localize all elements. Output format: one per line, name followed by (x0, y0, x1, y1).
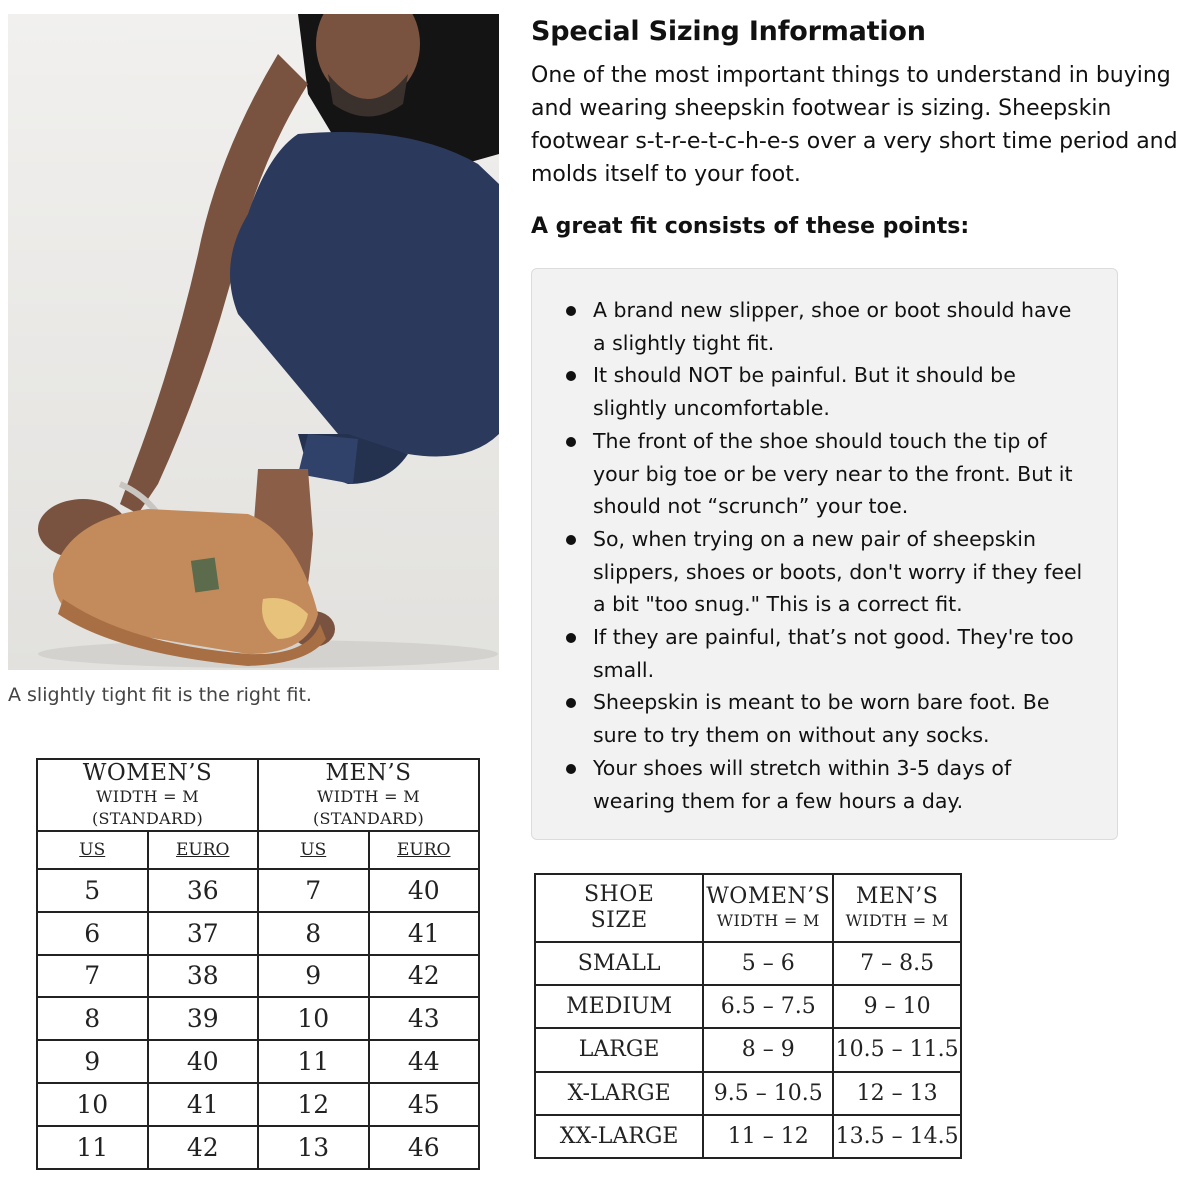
women-euro-cell: 39 (148, 997, 259, 1040)
fit-point: So, when trying on a new pair of sheepskin slippers, shoes or boots, don't worry if they feel a bit "too snug." This is a correct fit. (564, 523, 1084, 621)
men-size-title: MEN’S (855, 884, 939, 909)
fit-point: A brand new slipper, shoe or boot should have a slightly tight fit. (564, 294, 1084, 359)
women-range-cell: 8 – 9 (703, 1028, 833, 1071)
table-row (535, 985, 961, 1028)
men-euro-cell: 44 (369, 1040, 480, 1083)
men-size-width: WIDTH = M (845, 911, 949, 930)
women-us-cell: 8 (37, 997, 148, 1040)
men-range-cell: 9 – 10 (833, 985, 961, 1028)
women-us-cell: 6 (37, 912, 148, 955)
men-euro-cell: 42 (369, 955, 480, 998)
men-euro-cell: 40 (369, 869, 480, 912)
table-row (37, 955, 479, 998)
women-width: WIDTH = M (STANDARD) (91, 787, 204, 828)
size-name-cell: XX-LARGE (535, 1115, 703, 1158)
fit-heading: A great fit consists of these points: (531, 214, 970, 239)
women-us-cell: 11 (37, 1126, 148, 1169)
column-header: US (37, 831, 148, 869)
men-us-cell: 13 (258, 1126, 369, 1169)
product-photo (8, 14, 499, 670)
size-name-cell: LARGE (535, 1028, 703, 1071)
shoe-size-header-line2: SIZE (590, 908, 648, 933)
us-euro-conversion-table (36, 758, 480, 1170)
men-us-cell: 9 (258, 955, 369, 998)
men-range-cell: 7 – 8.5 (833, 942, 961, 985)
men-range-cell: 13.5 – 14.5 (833, 1115, 961, 1158)
table-row (37, 1040, 479, 1083)
section-heading: Special Sizing Information (531, 16, 926, 47)
women-size-header (703, 874, 833, 942)
table-row (535, 942, 961, 985)
women-size-title: WOMEN’S (706, 884, 831, 909)
men-us-cell: 12 (258, 1083, 369, 1126)
men-euro-cell: 45 (369, 1083, 480, 1126)
shoe-size-header-line1: SHOE (583, 882, 655, 907)
men-range-cell: 10.5 – 11.5 (833, 1028, 961, 1071)
table-row (37, 912, 479, 955)
men-euro-cell: 41 (369, 912, 480, 955)
women-title: WOMEN’S (82, 760, 213, 786)
women-header-cell (37, 759, 258, 831)
photo-illustration (8, 14, 499, 670)
column-header: EURO (369, 831, 480, 869)
women-range-cell: 9.5 – 10.5 (703, 1072, 833, 1115)
women-euro-cell: 37 (148, 912, 259, 955)
women-euro-cell: 41 (148, 1083, 259, 1126)
table-row (535, 1115, 961, 1158)
women-us-cell: 10 (37, 1083, 148, 1126)
fit-point: It should NOT be painful. But it should be slightly uncomfortable. (564, 359, 1084, 424)
table-row (37, 1083, 479, 1126)
size-name-cell: MEDIUM (535, 985, 703, 1028)
fit-point: Sheepskin is meant to be worn bare foot. Be sure to try them on without any socks. (564, 686, 1084, 751)
men-euro-cell: 43 (369, 997, 480, 1040)
women-us-cell: 7 (37, 955, 148, 998)
women-range-cell: 5 – 6 (703, 942, 833, 985)
fit-point: Your shoes will stretch within 3-5 days of wearing them for a few hours a day. (564, 752, 1084, 817)
column-header: EURO (148, 831, 259, 869)
men-us-cell: 10 (258, 997, 369, 1040)
fit-points-box (531, 268, 1118, 840)
photo-caption: A slightly tight fit is the right fit. (8, 684, 312, 706)
table-row (535, 1072, 961, 1115)
column-header: US (258, 831, 369, 869)
women-range-cell: 11 – 12 (703, 1115, 833, 1158)
intro-paragraph: One of the most important things to understand in buying and wearing sheepskin footwear is sizing. Sheepskin footwear s-t-r-e-t-c-h-e-s over a very short time period and molds itself to your foot. (531, 63, 1178, 187)
women-euro-cell: 38 (148, 955, 259, 998)
men-us-cell: 7 (258, 869, 369, 912)
women-range-cell: 6.5 – 7.5 (703, 985, 833, 1028)
size-name-cell: X-LARGE (535, 1072, 703, 1115)
men-euro-cell: 46 (369, 1126, 480, 1169)
women-us-cell: 9 (37, 1040, 148, 1083)
women-euro-cell: 42 (148, 1126, 259, 1169)
size-name-cell: SMALL (535, 942, 703, 985)
women-us-cell: 5 (37, 869, 148, 912)
men-us-cell: 11 (258, 1040, 369, 1083)
table-row (37, 869, 479, 912)
table-row (37, 997, 479, 1040)
shoe-size-table (534, 873, 962, 1159)
fit-points-list (564, 294, 1084, 817)
men-us-cell: 8 (258, 912, 369, 955)
men-header-cell (258, 759, 479, 831)
table-row (37, 1126, 479, 1169)
women-size-width: WIDTH = M (716, 911, 820, 930)
fit-point: The front of the shoe should touch the tip of your big toe or be very near to the front. But it should not “scrunch” your toe. (564, 425, 1084, 523)
men-range-cell: 12 – 13 (833, 1072, 961, 1115)
women-euro-cell: 40 (148, 1040, 259, 1083)
fit-point: If they are painful, that’s not good. They're too small. (564, 621, 1084, 686)
men-size-header (833, 874, 961, 942)
men-width: WIDTH = M (STANDARD) (312, 787, 425, 828)
shoe-size-header (535, 874, 703, 942)
table-row (535, 1028, 961, 1071)
women-euro-cell: 36 (148, 869, 259, 912)
men-title: MEN’S (325, 760, 412, 786)
